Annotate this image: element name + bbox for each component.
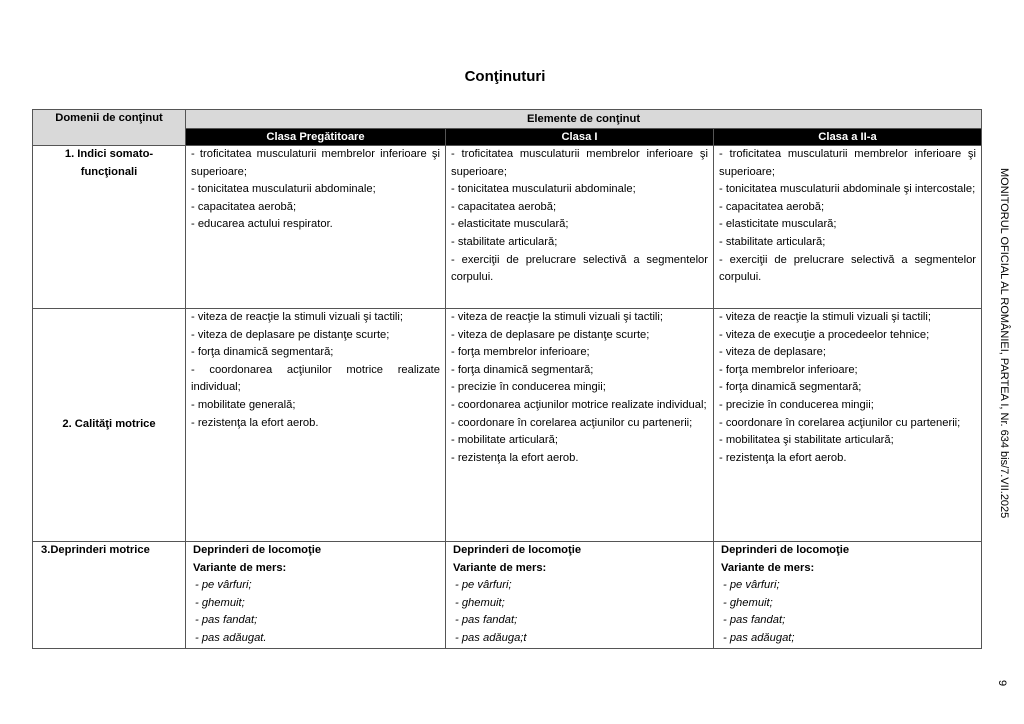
list-item: - coordonare în corelarea acţiunilor cu partenerii;	[451, 416, 693, 429]
curriculum-table	[32, 109, 982, 649]
list-item: - tonicitatea musculaturii abdominale şi intercostale;	[719, 183, 976, 196]
list-item: - viteza de reacţie la stimuli vizuali şi tactili;	[719, 311, 932, 323]
list-item: - troficitatea musculaturii membrelor inferioare şi superioare;	[191, 148, 440, 178]
list-item: - viteza de reacţie la stimuli vizuali şi tactili;	[191, 311, 404, 323]
page-number: 9	[996, 680, 1008, 687]
list-item: - capacitatea aerobă;	[719, 200, 825, 213]
list-item: - pas fandat;	[723, 614, 786, 627]
list-item: - capacitatea aerobă;	[451, 200, 557, 213]
list-item: - pas adăugat.	[195, 631, 267, 644]
list-item: - forţa dinamică segmentară;	[719, 381, 862, 394]
list-item: - ghemuit;	[723, 596, 773, 609]
domain-cell: 2. Calităţi motrice	[33, 309, 186, 542]
list-item: - pe vârfuri;	[195, 579, 252, 592]
class-header-clasa-1: Clasa I	[446, 129, 714, 146]
list-item: - forţa dinamică segmentară;	[451, 363, 594, 376]
section-heading: Deprinderi de locomoţie	[193, 544, 322, 556]
list-item: - tonicitatea musculaturii abdominale;	[451, 183, 636, 196]
class-header-clasa-2: Clasa a II-a	[714, 129, 982, 146]
list-item: - exerciţii de prelucrare selectivă a segmentelor corpului.	[719, 253, 977, 284]
list-item: - rezistenţa la efort aerob.	[719, 451, 847, 464]
content-cell	[714, 542, 982, 649]
section-subheading: Variante de mers:	[721, 561, 815, 574]
list-item: - educarea actului respirator.	[191, 218, 333, 231]
list-item: - viteza de deplasare pe distanţe scurte;	[191, 328, 390, 341]
list-item: - precizie în conducerea mingii;	[719, 398, 874, 411]
list-item: - pas fandat;	[195, 614, 258, 627]
list-item: - pe vârfuri;	[455, 579, 512, 592]
table-row	[33, 309, 982, 542]
list-item: - mobilitatea şi stabilitate articulară;	[719, 434, 894, 447]
list-item: - troficitatea musculaturii membrelor inferioare şi superioare;	[451, 148, 708, 178]
list-item: - viteza de execuţie a procedeelor tehnice;	[719, 328, 930, 341]
list-item: - pas adăuga;t	[455, 631, 527, 644]
content-cell	[446, 309, 714, 542]
list-item: - elasticitate musculară;	[451, 218, 569, 231]
publication-side-label: MONITORUL OFICIAL AL ROMÂNIEI, PARTEA I, Nr. 634 bis/7.VII.2025	[998, 168, 1010, 519]
list-item: - stabilitate articulară;	[719, 235, 826, 248]
list-item: - viteza de deplasare;	[719, 346, 826, 359]
table-row	[33, 146, 982, 309]
list-item: - capacitatea aerobă;	[191, 200, 297, 213]
list-item: - elasticitate musculară;	[719, 218, 837, 231]
elements-header: Elemente de conţinut	[186, 110, 982, 129]
class-header-pregatitoare: Clasa Pregătitoare	[186, 129, 446, 146]
list-item: - coordonarea acţiunilor motrice realizate individual;	[451, 398, 707, 411]
list-item: - stabilitate articulară;	[451, 235, 558, 248]
content-cell	[186, 146, 446, 309]
list-item: - exerciţii de prelucrare selectivă a segmentelor corpului.	[451, 253, 708, 284]
list-item: - mobilitate generală;	[191, 398, 296, 411]
content-cell	[446, 542, 714, 649]
list-item: - troficitatea musculaturii membrelor inferioare şi superioare;	[719, 148, 977, 178]
list-item: - forţa membrelor inferioare;	[451, 346, 590, 359]
content-cell	[446, 146, 714, 309]
content-cell	[186, 309, 446, 542]
domain-cell: 3.Deprinderi motrice	[33, 542, 186, 649]
list-item: - forţa dinamică segmentară;	[191, 346, 334, 359]
domain-cell: 1. Indici somato-funcţionali	[33, 146, 186, 309]
list-item: - rezistenţa la efort aerob.	[191, 416, 319, 429]
content-cell	[186, 542, 446, 649]
section-heading: Deprinderi de locomoţie	[453, 544, 582, 556]
list-item: - viteza de deplasare pe distanţe scurte;	[451, 328, 650, 341]
list-item: - precizie în conducerea mingii;	[451, 381, 606, 394]
list-item: - mobilitate articulară;	[451, 434, 558, 447]
domain-header: Domenii de conţinut	[33, 110, 186, 146]
list-item: - rezistenţa la efort aerob.	[451, 451, 579, 464]
page-title: Conţinuturi	[464, 68, 546, 85]
list-item: - pas fandat;	[455, 614, 518, 627]
table-row	[33, 542, 982, 649]
list-item: - viteza de reacţie la stimuli vizuali şi tactili;	[451, 311, 664, 323]
list-item: - pe vârfuri;	[723, 579, 780, 592]
list-item: - pas adăugat;	[723, 631, 795, 644]
section-subheading: Variante de mers:	[453, 561, 547, 574]
list-item: - ghemuit;	[195, 596, 245, 609]
section-subheading: Variante de mers:	[193, 561, 287, 574]
list-item: - coordonarea acţiunilor motrice realizate individual;	[191, 363, 440, 394]
list-item: - forţa membrelor inferioare;	[719, 363, 858, 376]
list-item: - coordonare în corelarea acţiunilor cu partenerii;	[719, 416, 961, 429]
section-heading: Deprinderi de locomoţie	[721, 544, 850, 556]
list-item: - ghemuit;	[455, 596, 505, 609]
content-cell	[714, 146, 982, 309]
content-cell	[714, 309, 982, 542]
list-item: - tonicitatea musculaturii abdominale;	[191, 183, 376, 196]
